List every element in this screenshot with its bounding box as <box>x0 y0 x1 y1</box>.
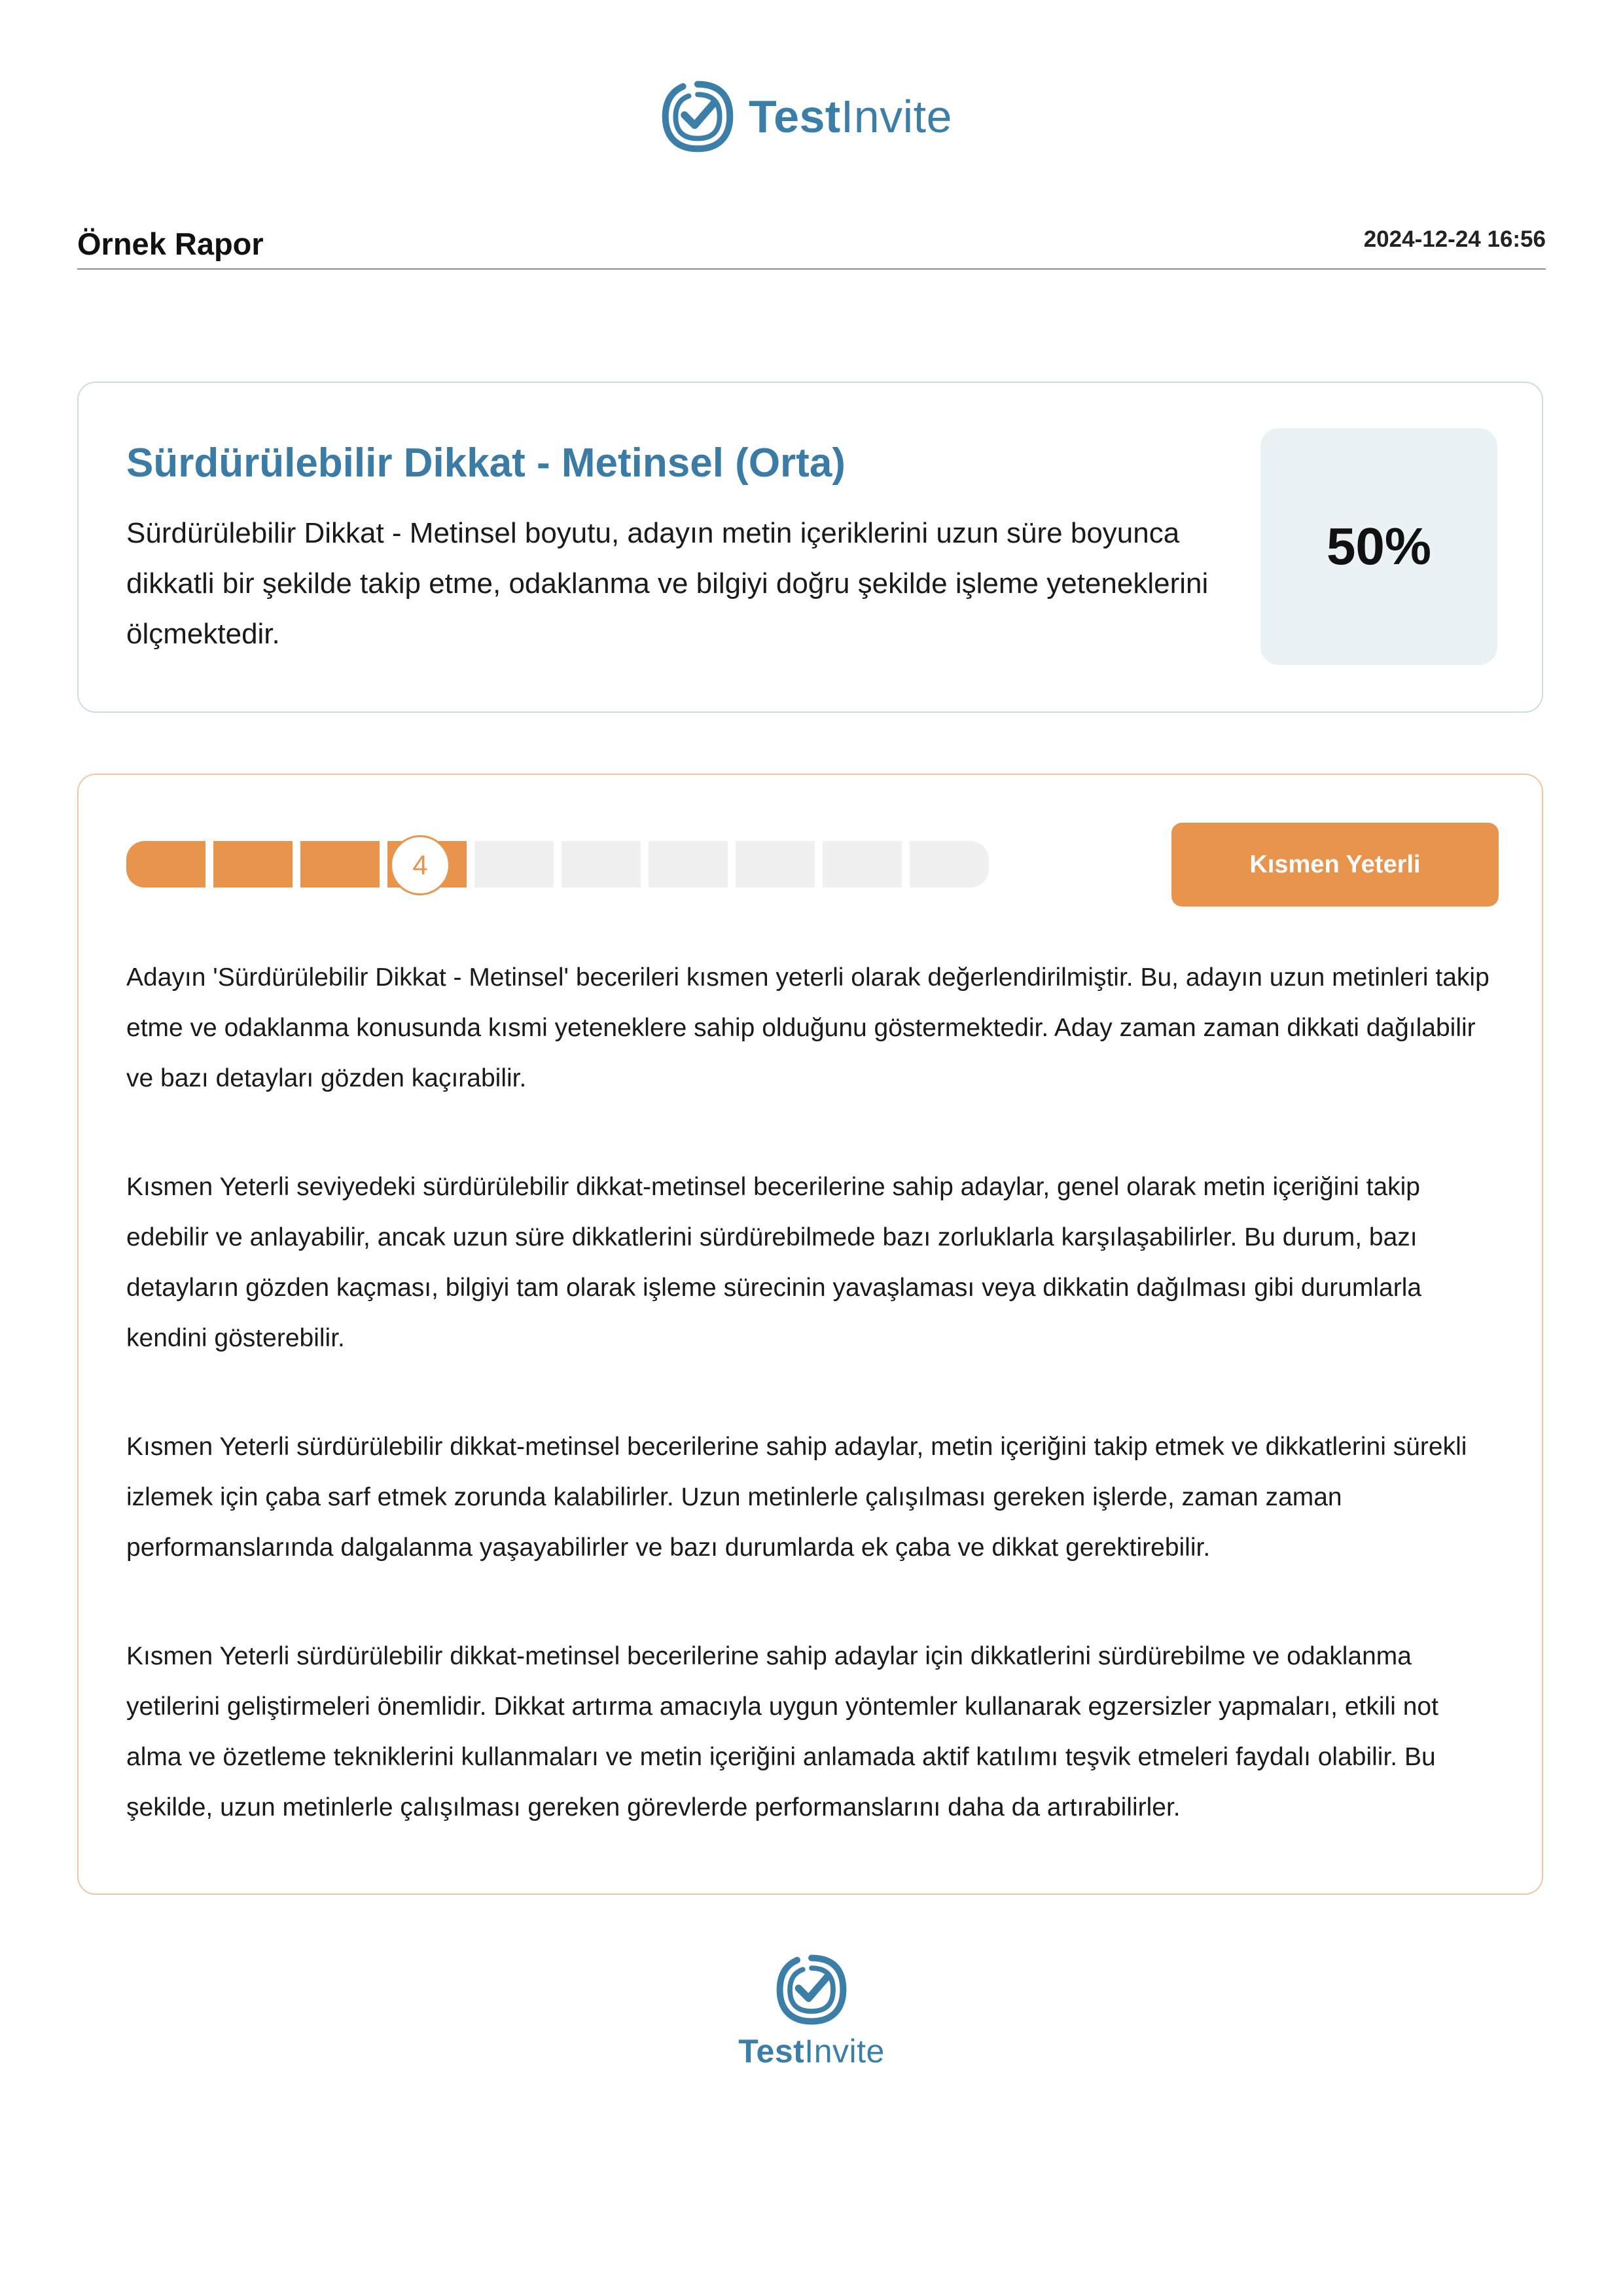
brand-wordmark <box>733 2035 890 2068</box>
brand-name-light: Invite <box>804 2033 885 2070</box>
level-segment <box>736 841 815 888</box>
report-datetime: 2024-12-24 16:56 <box>1363 226 1546 252</box>
score-value: 50% <box>1326 517 1432 575</box>
level-segment <box>474 841 554 888</box>
header-divider <box>77 268 1546 270</box>
brand-name-bold: Test <box>738 2033 805 2070</box>
checkmark-shield-icon <box>661 80 734 153</box>
footer-logo <box>733 1954 890 2068</box>
score-box <box>1260 428 1497 665</box>
level-paragraph: Kısmen Yeterli sürdürülebilir dikkat-metinsel becerilerine sahip adaylar, metin içeriğini takip etmek ve dikkatlerini sürekli izlemek için çaba sarf etmek zorunda kalabilirler. Uzun metinlerle çalışılması gereken işlerde, zaman zaman performanslarında dalgalanma yaşayabilirler ve bazı durumlarda ek çaba ve dikkat gerektirebilir. <box>126 1433 1467 1562</box>
brand-name-bold: Test <box>749 91 841 142</box>
level-segment <box>910 841 989 888</box>
level-segment <box>300 841 380 888</box>
level-badge: Kısmen Yeterli <box>1171 823 1499 906</box>
dimension-title: Sürdürülebilir Dikkat - Metinsel (Orta) <box>126 440 846 486</box>
dimension-description: Sürdürülebilir Dikkat - Metinsel boyutu, adayın metin içeriklerini uzun süre boyunca dikkatli bir şekilde takip etme, odaklanma ve bilgiyi doğru şekilde işleme yeteneklerini ölçmektedir. <box>126 517 1209 650</box>
brand-name-light: Invite <box>840 91 953 142</box>
header-logo <box>661 74 969 159</box>
level-marker: 4 <box>390 835 450 895</box>
level-segment <box>126 841 205 888</box>
brand-wordmark <box>749 91 953 142</box>
level-paragraph: Kısmen Yeterli sürdürülebilir dikkat-metinsel becerilerine sahip adaylar için dikkatlerini sürdürebilme ve odaklanma yetilerini geliştirmeleri önemlidir. Dikkat artırma amacıyla uygun yöntemler kullanarak egzersizler yapmaları, etkili not alma ve özetleme tekniklerini kullanmaları ve metin içeriğini anlamada aktif katılımı teşvik etmeleri faydalı olabilir. Bu şekilde, uzun metinlerle çalışılması gereken görevlerde performanslarını daha da artırabilirler. <box>126 1642 1438 1821</box>
level-segment <box>562 841 641 888</box>
level-segment <box>213 841 293 888</box>
checkmark-shield-icon <box>776 1954 847 2026</box>
level-segment <box>649 841 728 888</box>
level-paragraph: Kısmen Yeterli seviyedeki sürdürülebilir dikkat-metinsel becerilerine sahip adaylar, genel olarak metin içeriğini takip edebilir ve anlayabilir, ancak uzun süre dikkatlerini sürdürebilmede bazı zorluklarla karşılaşabilirler. Bu durum, bazı detayların gözden kaçması, bilgiyi tam olarak işleme sürecinin yavaşlaması veya dikkatin dağılması gibi durumlarla kendini gösterebilir. <box>126 1173 1422 1352</box>
level-paragraph: Adayın 'Sürdürülebilir Dikkat - Metinsel' becerileri kısmen yeterli olarak değerlendirilmiştir. Bu, adayın uzun metinleri takip etme ve odaklanma konusunda kısmi yeteneklere sahip olduğunu göstermektedir. Aday zaman zaman dikkati dağılabilir ve bazı detayları gözden kaçırabilir. <box>126 963 1489 1092</box>
level-segment <box>823 841 902 888</box>
report-title: Örnek Rapor <box>77 226 264 261</box>
